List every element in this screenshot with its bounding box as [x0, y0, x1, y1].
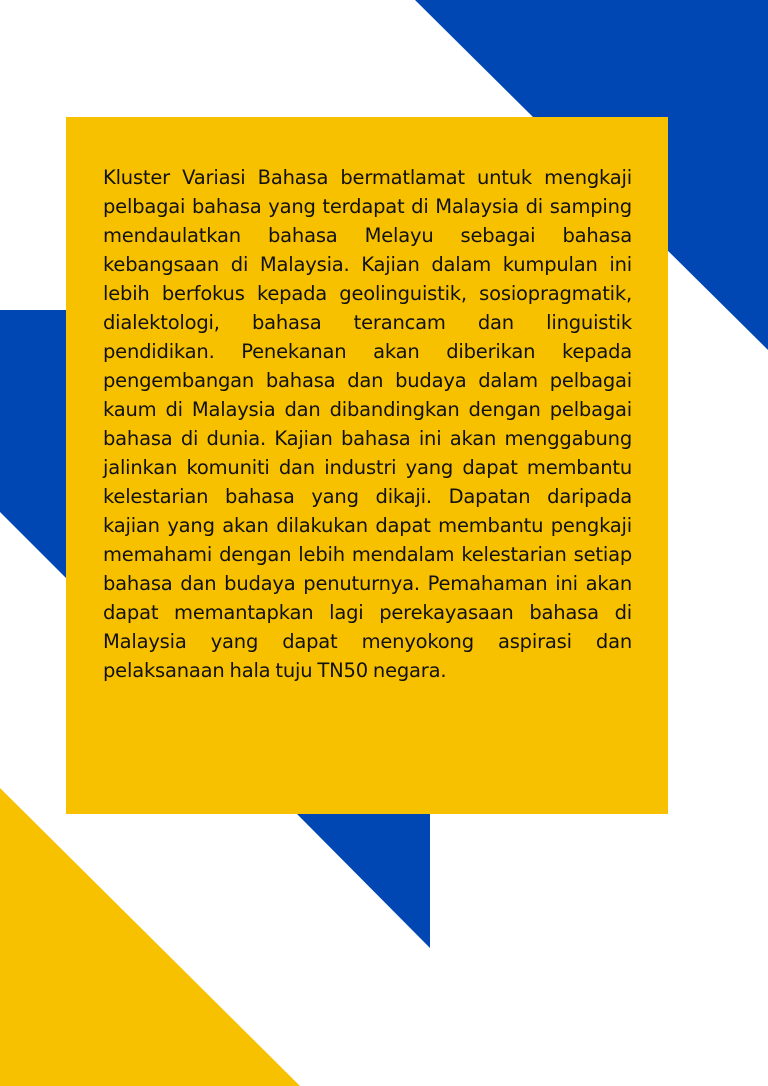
yellow-triangle-bottom-left — [0, 788, 300, 1086]
body-paragraph: Kluster Variasi Bahasa bermatlamat untuk mengkaji pelbagai bahasa yang terdapat di Malaysia di samping mendaulatkan bahasa Melayu sebagai bahasa kebangsaan di Malaysia. Kajian dalam kumpulan ini lebih berfokus kepada geolinguistik, sosiopragmatik, dialektologi, bahasa terancam dan linguistik pendidikan. Penekanan akan diberikan kepada pengembangan bahasa dan budaya dalam pelbagai kaum di Malaysia dan dibandingkan dengan pelbagai bahasa di dunia. Kajian bahasa ini akan menggabung jalinkan komuniti dan industri yang dapat membantu kelestarian bahasa yang dikaji. Dapatan daripada kajian yang akan dilakukan dapat membantu pengkaji memahami dengan lebih mendalam kelestarian setiap bahasa dan budaya penuturnya. Pemahaman ini akan dapat memantapkan lagi perekayasaan bahasa di Malaysia yang dapat menyokong aspirasi dan pelaksanaan hala tuju TN50 negara. — [103, 166, 632, 682]
text-panel — [66, 117, 668, 814]
blue-triangle-left — [0, 310, 66, 578]
blue-triangle-bottom-center — [297, 814, 430, 948]
